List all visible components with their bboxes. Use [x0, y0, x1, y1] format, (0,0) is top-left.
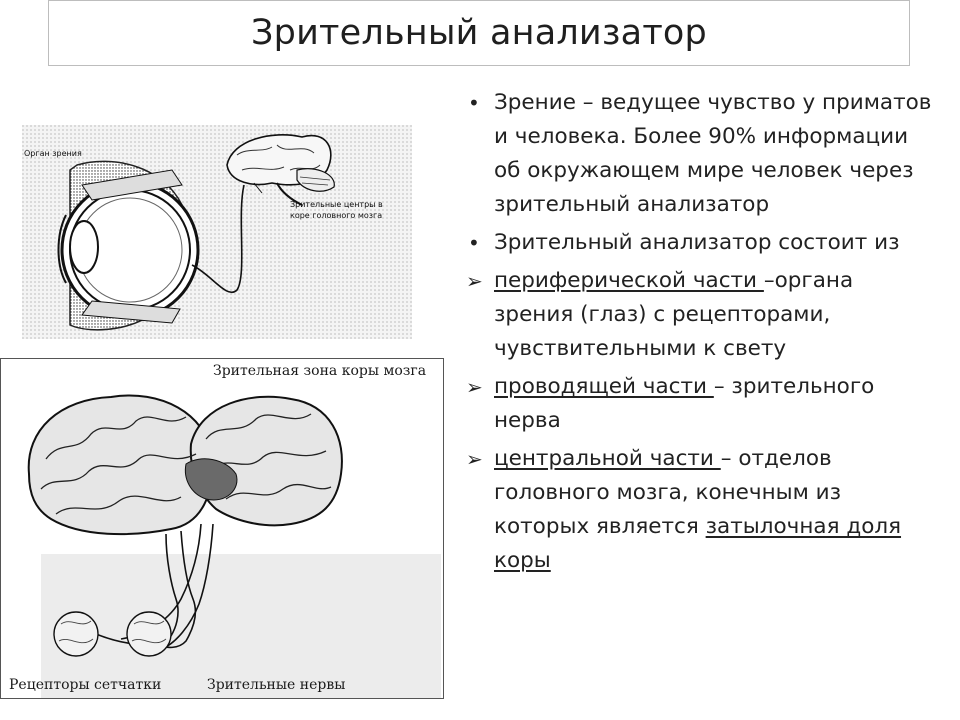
- list-item-underlined-2: затылочная доля коры: [494, 514, 902, 573]
- list-item-text: – зрительного нерва: [494, 374, 875, 433]
- bullet-dot-icon: •: [468, 91, 480, 115]
- check-arrow-icon: ➢: [466, 447, 483, 471]
- page-title: Зрительный анализатор: [251, 13, 707, 53]
- bullet-list: [466, 86, 936, 582]
- list-item: [466, 442, 936, 578]
- label-receptors: Рецепторы сетчатки: [9, 677, 162, 693]
- list-item-text: Зрение – ведущее чувство у приматов и человека. Более 90% информации об окружающем мире человек через зрительный анализатор: [494, 90, 932, 217]
- label-centers-1: Зрительные центры в: [290, 200, 383, 209]
- label-zone: Зрительная зона коры мозга: [213, 363, 427, 379]
- label-centers-2: коре головного мозга: [290, 211, 383, 220]
- list-item-text: Зрительный анализатор состоит из: [494, 230, 900, 255]
- eye-brain-diagram: [22, 125, 412, 339]
- list-item: [466, 370, 936, 438]
- list-item-underlined: центральной части: [494, 446, 721, 471]
- check-arrow-icon: ➢: [466, 375, 483, 399]
- brain-drawing: [1, 359, 443, 698]
- list-item-text: –органа зрения (глаз) с рецепторами, чувствительными к свету: [494, 268, 854, 361]
- list-item-underlined: проводящей части: [494, 374, 714, 399]
- title-box: [48, 0, 910, 66]
- label-nerves: Зрительные нервы: [207, 677, 346, 693]
- list-item: [466, 226, 936, 260]
- brain-optic-nerve-diagram: [0, 358, 444, 699]
- check-arrow-icon: ➢: [466, 269, 483, 293]
- list-item: [466, 264, 936, 366]
- list-item-text: – отделов головного мозга, конечным из которых является: [494, 446, 842, 539]
- list-item-underlined: периферической части: [494, 268, 764, 293]
- label-organ: Орган зрения: [24, 149, 82, 158]
- list-item: [466, 86, 936, 222]
- bullet-dot-icon: •: [468, 231, 480, 255]
